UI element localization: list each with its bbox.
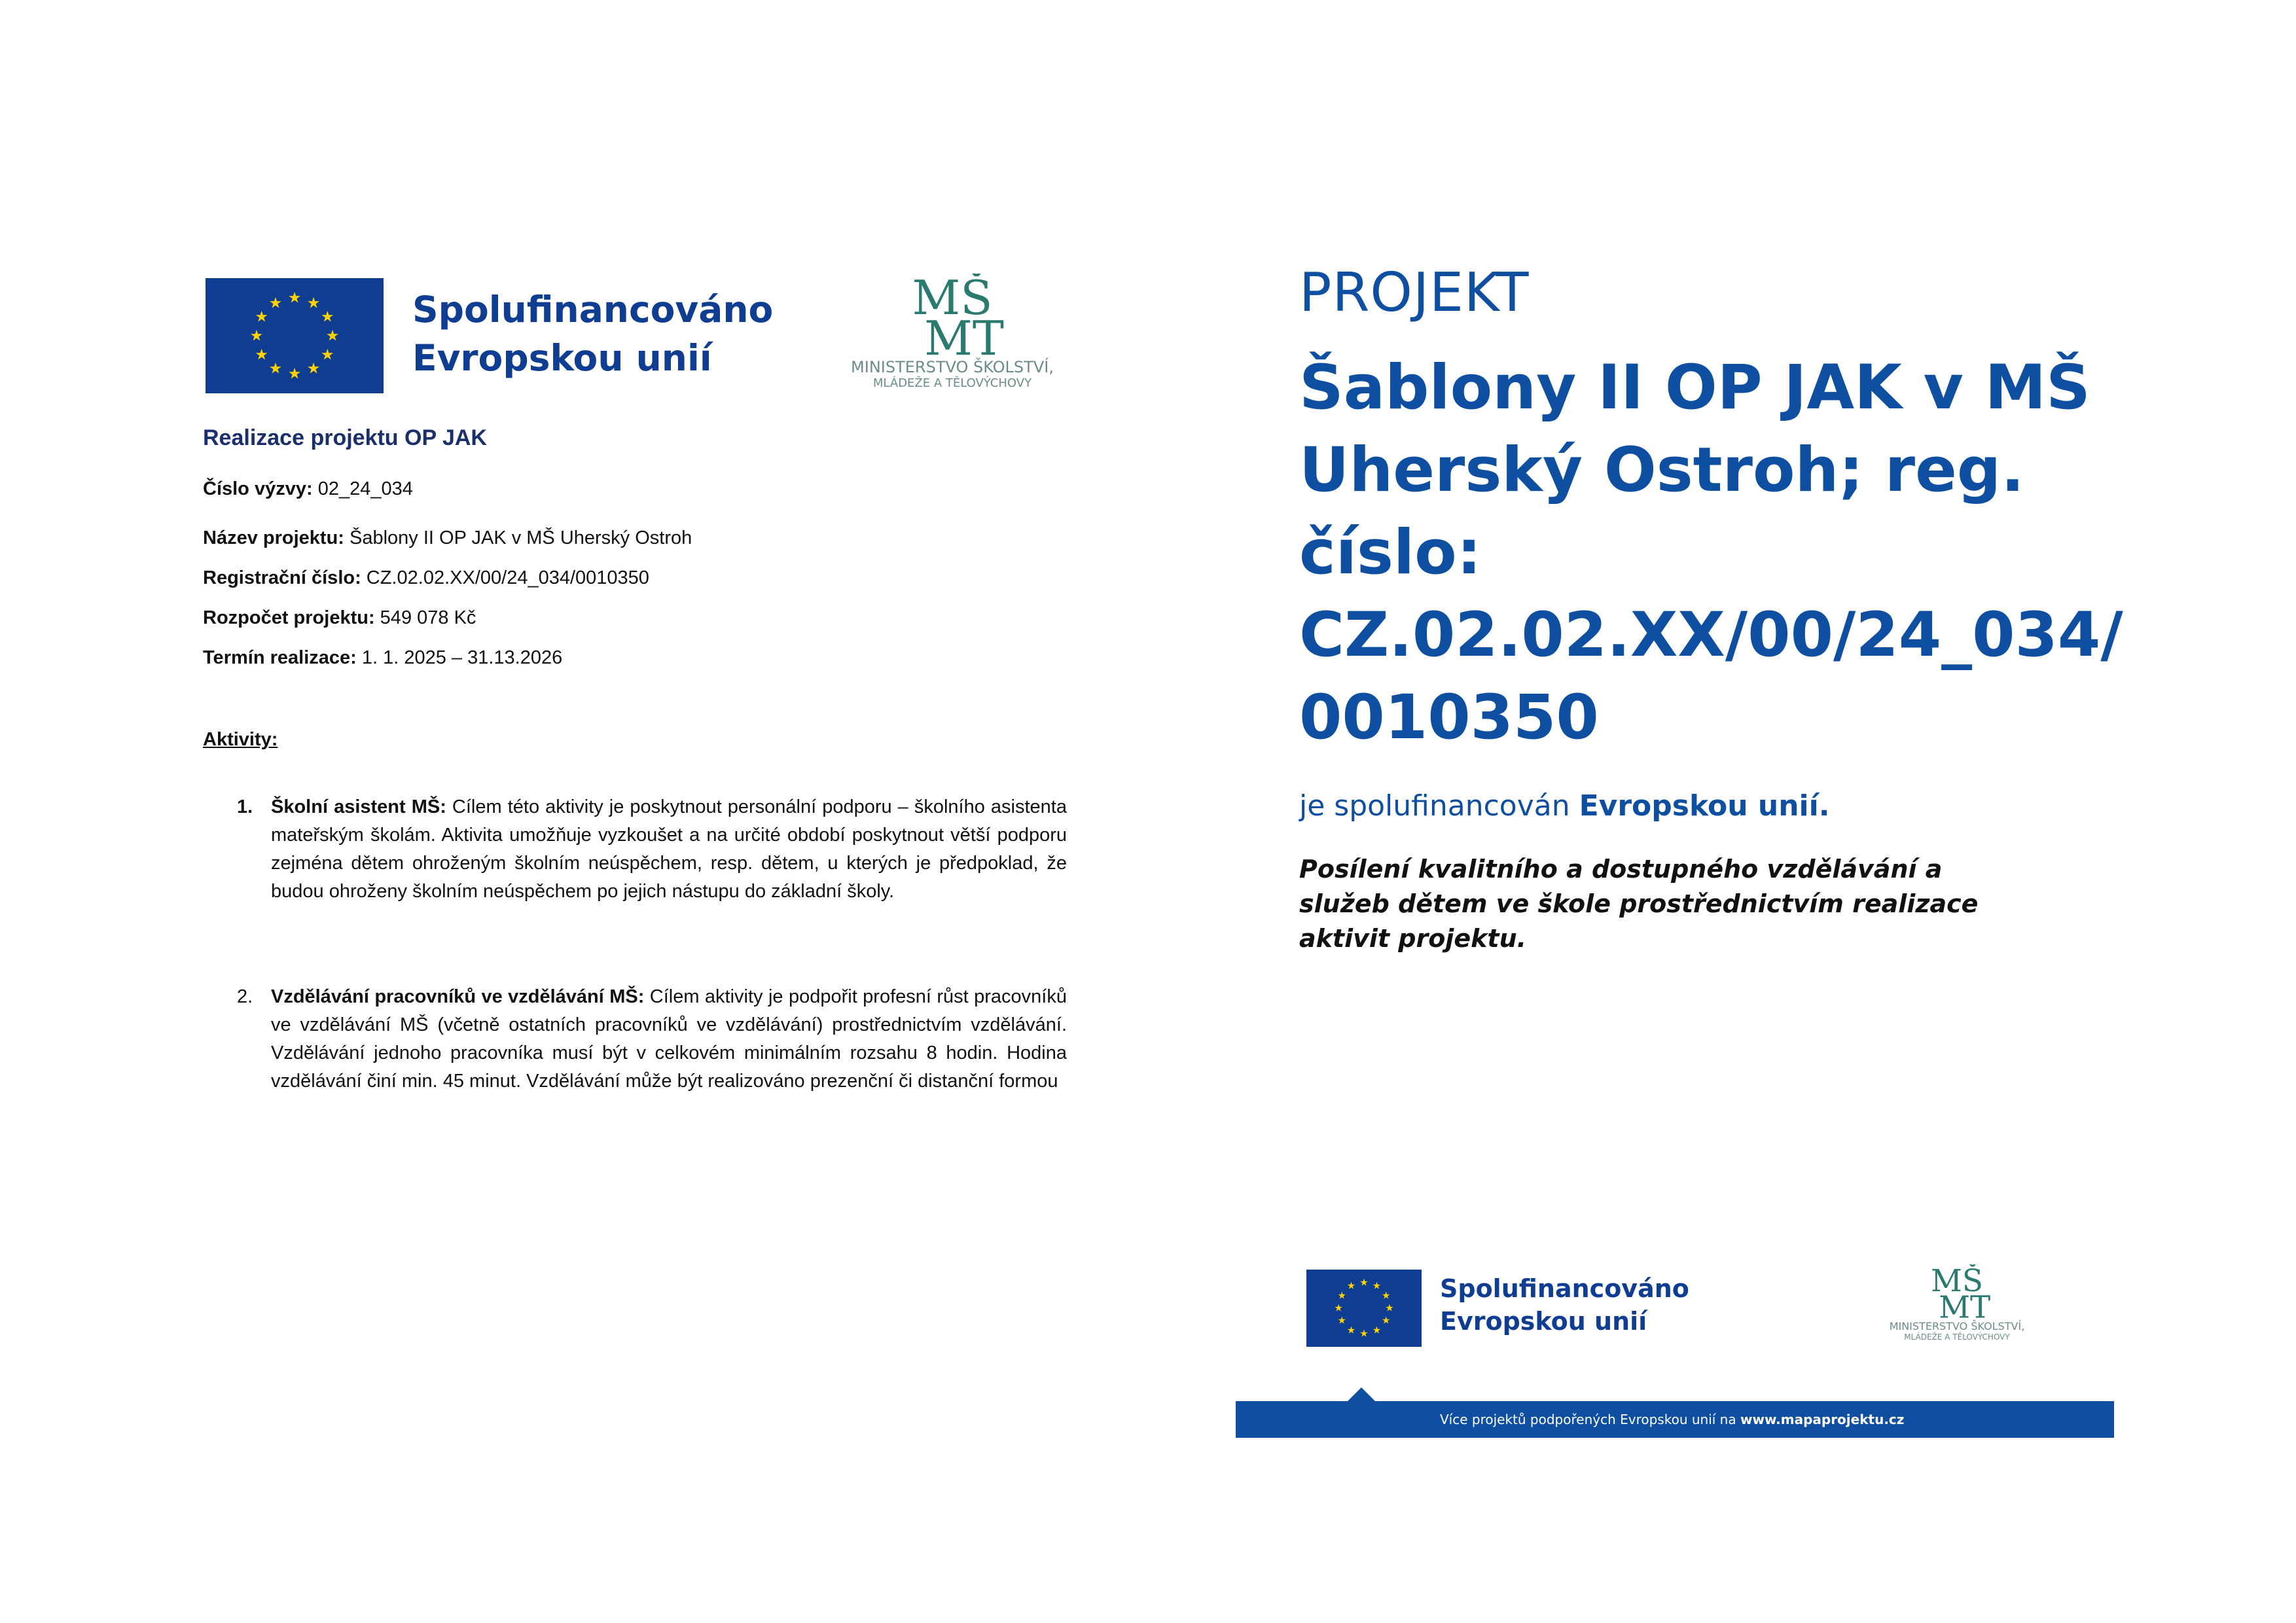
msmt-sub-2: MLÁDEŽE A TĚLOVÝCHOVY <box>872 376 1032 390</box>
footer-notch <box>1347 1387 1376 1402</box>
eu-star-icon: ★ <box>1337 1315 1346 1327</box>
eu-star-icon: ★ <box>1337 1290 1346 1302</box>
eu-line-1: Spolufinancováno <box>1440 1274 1689 1303</box>
eu-star-icon: ★ <box>325 327 340 344</box>
msmt-sub-1: MINISTERSTVO ŠKOLSTVÍ, <box>851 358 1054 376</box>
activity-number: 1. <box>237 796 253 817</box>
eu-star-icon: ★ <box>1385 1302 1394 1314</box>
footer-link[interactable]: www.mapaprojektu.cz <box>1740 1412 1905 1427</box>
svg-text:MT: MT <box>1939 1290 1991 1321</box>
cofinanced-statement: je spolufinancován Evropskou unií. <box>1299 789 1830 823</box>
msmt-logo-icon <box>1859 1264 2055 1342</box>
activities-heading: Aktivity: <box>203 729 278 750</box>
eu-star-icon: ★ <box>306 359 321 377</box>
eu-star-icon: ★ <box>1372 1325 1382 1336</box>
eu-star-icon: ★ <box>255 346 268 363</box>
msmt-mark-icon <box>1914 1264 2000 1321</box>
svg-text:MŠ: MŠ <box>912 274 993 325</box>
eu-cofinanced-logo-text <box>1440 1272 1689 1338</box>
msmt-sub-2: MLÁDEŽE A TĚLOVÝCHOVY <box>1904 1332 2010 1342</box>
msmt-sub-1: MINISTERSTVO ŠKOLSTVÍ, <box>1889 1320 2025 1332</box>
meta-call-number: Číslo výzvy: 02_24_034 <box>203 478 413 499</box>
eu-line-1: Spolufinancováno <box>412 289 774 330</box>
activity-text: Cílem aktivity je podpořit profesní růst pracovníků ve vzdělávání MŠ (včetně ostatních pracovníků ve vzdělávání) prostřednictvím vzdělávání. Vzdělávání jednoho pracovníka musí být v celkovém minimálním rozsahu 8 hodin. Hodina vzdělávání činí min. 45 minut. Vzdělávání může být realizováno prezenční či distanční formou <box>271 986 1067 1092</box>
eu-star-icon: ★ <box>1359 1277 1369 1289</box>
eu-star-icon: ★ <box>287 289 302 306</box>
title-line: CZ.02.02.XX/00/24_034/ <box>1299 599 2123 671</box>
msmt-logo-icon <box>821 274 1083 390</box>
eu-star-icon: ★ <box>306 294 321 312</box>
eu-star-icon: ★ <box>1346 1325 1356 1336</box>
section-heading: Realizace projektu OP JAK <box>203 425 487 450</box>
eu-line-2: Evropskou unií <box>1440 1307 1647 1336</box>
eu-flag-icon <box>1306 1270 1422 1347</box>
project-title <box>1299 347 2150 759</box>
activity-text: Cílem této aktivity je poskytnout personální podporu – školního asistenta mateřským školám. Aktivita umožňuje vyzkoušet a na určité období poskytnout větší podporu zejména dětem ohroženým školním neúspěchem, resp. dětem, u kterých je předpoklad, že budou ohroženy školním neúspěchem po jejich nástupu do základní školy. <box>271 796 1067 902</box>
meta-budget: Rozpočet projektu: 549 078 Kč <box>203 607 476 628</box>
msmt-mark-icon <box>887 274 1018 359</box>
eu-star-icon: ★ <box>1381 1315 1391 1327</box>
title-line: číslo: <box>1299 517 1482 588</box>
eu-star-icon: ★ <box>1359 1328 1369 1340</box>
eu-line-2: Evropskou unií <box>412 337 712 379</box>
activity-item <box>203 983 1067 1096</box>
title-line: Uherský Ostroh; reg. <box>1299 435 2024 506</box>
eu-flag-icon <box>206 278 384 393</box>
svg-text:MŠ: MŠ <box>1931 1264 1983 1300</box>
project-claim: Posílení kvalitního a dostupného vzdělávání a služeb dětem ve škole prostřednictvím realizace aktivit projektu. <box>1299 855 1979 953</box>
eu-star-icon: ★ <box>249 327 264 344</box>
footer-bar <box>1236 1401 2114 1438</box>
activity-title: Vzdělávání pracovníků ve vzdělávání MŠ: <box>271 986 645 1007</box>
eu-star-icon: ★ <box>320 308 334 325</box>
eu-star-icon: ★ <box>1381 1290 1391 1302</box>
footer-text: Více projektů podpořených Evropskou unií na <box>1440 1412 1740 1427</box>
eu-star-icon: ★ <box>255 308 268 325</box>
eu-star-icon: ★ <box>268 359 283 377</box>
svg-text:MT: MT <box>924 311 1004 359</box>
eu-star-icon: ★ <box>268 294 283 312</box>
project-info <box>203 425 1067 751</box>
title-line: 0010350 <box>1299 682 1599 753</box>
activity-title: Školní asistent MŠ: <box>271 796 446 817</box>
eu-cofinanced-logo-text <box>412 285 773 382</box>
meta-project-name: Název projektu: Šablony II OP JAK v MŠ Uherský Ostroh <box>203 527 692 548</box>
activity-item <box>203 793 1067 906</box>
eu-star-icon: ★ <box>1334 1302 1343 1314</box>
projekt-label: PROJEKT <box>1299 262 1530 324</box>
eu-star-icon: ★ <box>1372 1280 1382 1292</box>
activity-number: 2. <box>237 986 253 1007</box>
title-line: Šablony II OP JAK v MŠ <box>1299 352 2090 423</box>
eu-star-icon: ★ <box>287 365 302 382</box>
eu-star-icon: ★ <box>320 346 334 363</box>
meta-term: Termín realizace: 1. 1. 2025 – 31.13.2026 <box>203 647 563 668</box>
meta-registration-number: Registrační číslo: CZ.02.02.XX/00/24_034/0010350 <box>203 567 649 588</box>
eu-star-icon: ★ <box>1346 1280 1356 1292</box>
